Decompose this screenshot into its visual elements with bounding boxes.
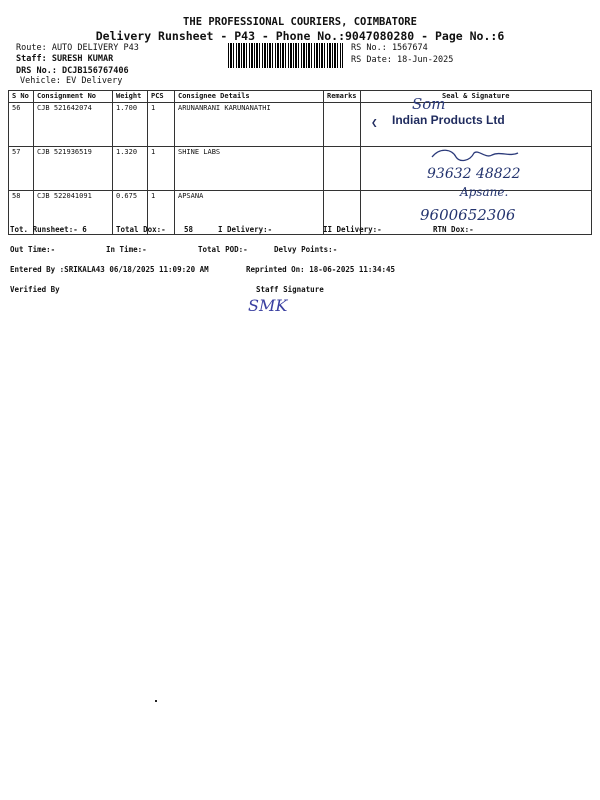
total-dox-value: 58 [184, 225, 194, 234]
cell-consignment: CJB 522041091 [34, 191, 113, 235]
entered-by: Entered By :SRIKALA43 06/18/2025 11:09:20 AM [10, 265, 209, 274]
phone-handwritten-3: 9600652306 [420, 206, 516, 224]
total-dox-label: Total Dox:- [116, 225, 166, 234]
reprinted-on: Reprinted On: 18-06-2025 11:34:45 [246, 265, 396, 274]
runsheet-title: Delivery Runsheet - P43 - Phone No.:9047080280 - Page No.:6 [95, 29, 505, 43]
rs-number: RS No.: 1567674 [351, 43, 428, 53]
barcode [228, 43, 343, 68]
cell-weight: 1.700 [113, 103, 148, 147]
signature-1: Som [412, 95, 446, 113]
delvy-points: Delvy Points:- [274, 245, 338, 254]
cell-pcs: 1 [148, 147, 175, 191]
cell-consignee: SHINE LABS [175, 147, 324, 191]
cell-remarks [324, 103, 361, 147]
speck [155, 700, 157, 702]
rtn-dox: RTN Dox:- [433, 225, 474, 234]
out-time: Out Time:- [10, 245, 56, 254]
cell-remarks [324, 147, 361, 191]
in-time: In Time:- [106, 245, 147, 254]
ii-delivery: II Delivery:- [323, 225, 382, 234]
col-consignment: Consignment No [34, 91, 113, 103]
col-consignee: Consignee Details [175, 91, 324, 103]
drs-number: DRS No.: DCJB156767406 [16, 66, 129, 76]
total-runsheet: Tot. Runsheet:- 6 [10, 225, 87, 234]
cell-weight: 0.675 [113, 191, 148, 235]
col-seal-signature: Seal & Signature [360, 91, 591, 103]
staff-label: Staff: SURESH KUMAR [16, 54, 114, 64]
col-sno: S No [9, 91, 34, 103]
signature-3: Apsane. [460, 185, 509, 199]
staff-signature: SMK [248, 296, 288, 315]
cell-consignee: ARUNANRANI KARUNANATHI [175, 103, 324, 147]
route-label: Route: AUTO DELIVERY P43 [16, 43, 139, 53]
cell-sno: 58 [9, 191, 34, 235]
total-pod: Total POD:- [198, 245, 248, 254]
i-delivery: I Delivery:- [218, 225, 273, 234]
company-stamp: Indian Products Ltd [392, 113, 505, 127]
col-weight: Weight [113, 91, 148, 103]
arrow-icon: ❮ [371, 116, 378, 129]
rs-date: RS Date: 18-Jun-2025 [351, 55, 454, 65]
cell-consignment: CJB 521642074 [34, 103, 113, 147]
vehicle-label: Vehicle: EV Delivery [20, 76, 123, 86]
cell-weight: 1.320 [113, 147, 148, 191]
cell-sno: 56 [9, 103, 34, 147]
cell-sno: 57 [9, 147, 34, 191]
cell-consignment: CJB 521936519 [34, 147, 113, 191]
staff-signature-label: Staff Signature [256, 285, 324, 294]
cell-pcs: 1 [148, 191, 175, 235]
company-title: THE PROFESSIONAL COURIERS, COIMBATORE [183, 16, 417, 28]
cell-pcs: 1 [148, 103, 175, 147]
col-remarks: Remarks [324, 91, 361, 103]
col-pcs: PCS [148, 91, 175, 103]
verified-by: Verified By [10, 285, 60, 294]
phone-handwritten-1: 93632 48822 [427, 166, 521, 182]
cell-consignee: APSANA [175, 191, 324, 235]
